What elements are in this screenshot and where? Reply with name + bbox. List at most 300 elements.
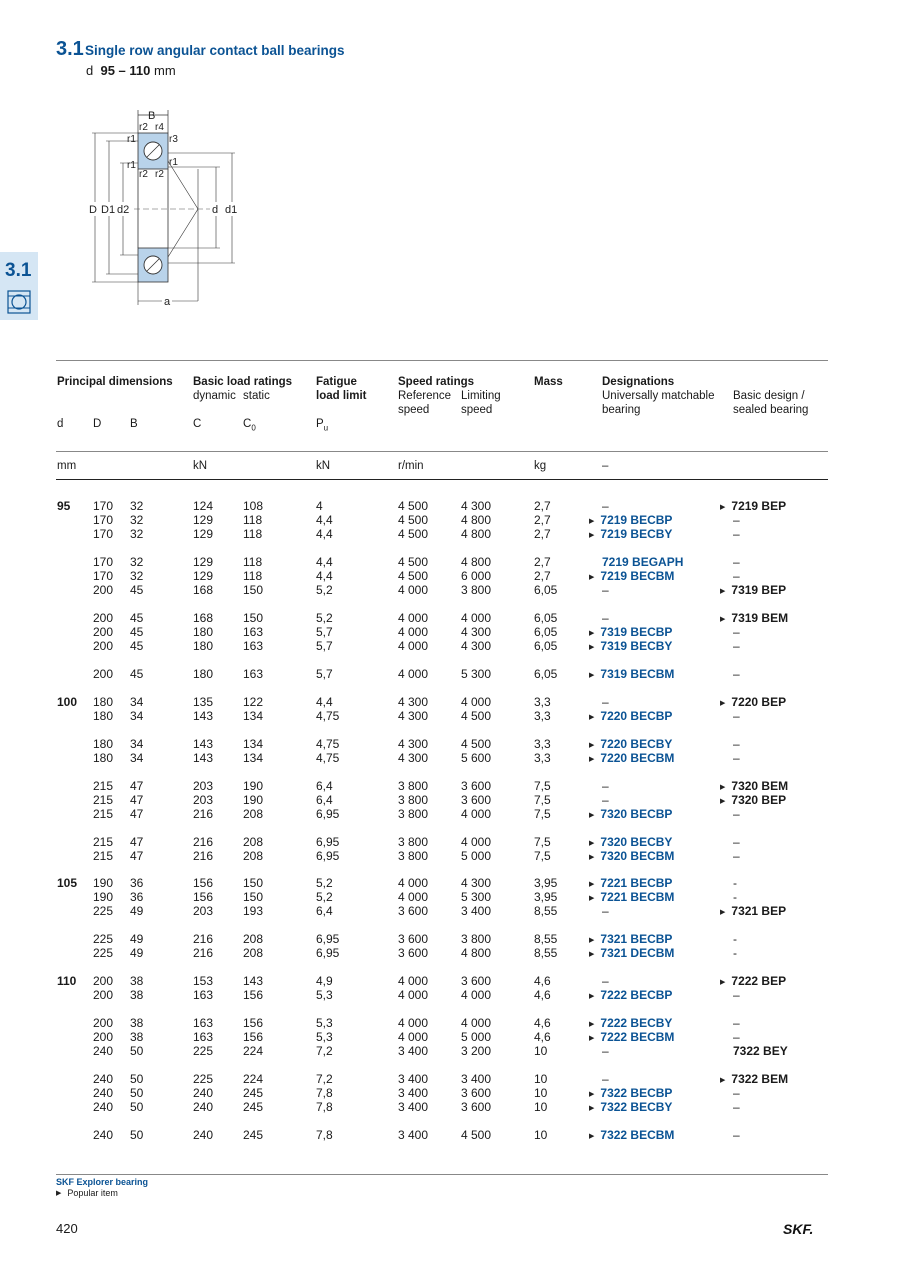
label-r2-top: r2 xyxy=(139,122,148,133)
universal-designation-text: 7222 BECBY xyxy=(600,1016,673,1030)
cell-basic-designation xyxy=(733,1016,740,1030)
cell-B: 38 xyxy=(130,988,144,1002)
cell-C: 135 xyxy=(193,695,214,709)
cell-C: 240 xyxy=(193,1128,214,1142)
cell-B: 47 xyxy=(130,779,144,793)
cell-reference-speed: 3 800 xyxy=(398,835,429,849)
cell-mass: 10 xyxy=(534,1100,548,1114)
cell-basic-designation xyxy=(733,988,740,1002)
basic-designation-text: – xyxy=(733,807,740,821)
basic-designation-text: – xyxy=(733,1086,740,1100)
cell-universal-designation xyxy=(589,849,674,866)
cell-Pu: 7,2 xyxy=(316,1044,333,1058)
universal-designation-text: 7221 BECBM xyxy=(600,890,675,904)
basic-designation-text: – xyxy=(733,527,740,541)
cell-reference-speed: 3 400 xyxy=(398,1072,429,1086)
cell-C0: 150 xyxy=(243,583,264,597)
cell-reference-speed: 3 800 xyxy=(398,849,429,863)
cell-C0: 245 xyxy=(243,1086,264,1100)
cell-Pu: 6,4 xyxy=(316,779,333,793)
page-number: 420 xyxy=(56,1221,78,1236)
cell-limiting-speed: 3 600 xyxy=(461,974,492,988)
cell-limiting-speed: 4 500 xyxy=(461,737,492,751)
cell-limiting-speed: 3 200 xyxy=(461,1044,492,1058)
cell-reference-speed: 4 000 xyxy=(398,988,429,1002)
cell-limiting-speed: 4 000 xyxy=(461,807,492,821)
cell-D: 240 xyxy=(93,1128,114,1142)
footnote-explorer: SKF Explorer bearing xyxy=(56,1177,149,1187)
cell-basic-designation xyxy=(720,1072,788,1089)
basic-designation-text: - xyxy=(733,890,737,904)
cell-B: 45 xyxy=(130,625,144,639)
popular-marker-icon: ▶ xyxy=(720,588,726,595)
cell-C: 129 xyxy=(193,569,214,583)
cell-mass: 7,5 xyxy=(534,835,551,849)
cell-C: 129 xyxy=(193,513,214,527)
cell-mass: 7,5 xyxy=(534,793,551,807)
cell-D: 180 xyxy=(93,709,114,723)
section-title: Single row angular contact ball bearings xyxy=(85,43,345,58)
cell-basic-designation xyxy=(720,904,786,921)
cell-mass: 4,6 xyxy=(534,974,551,988)
section-number: 3.1 xyxy=(56,38,84,60)
unit-dash: – xyxy=(602,460,609,472)
basic-designation-text: 7320 BEM xyxy=(731,779,789,793)
section-subtitle xyxy=(86,63,176,78)
cell-B: 38 xyxy=(130,1016,144,1030)
cell-basic-designation xyxy=(733,807,740,821)
popular-marker-icon: ▶ xyxy=(589,1035,595,1042)
cell-basic-designation xyxy=(733,555,740,569)
cell-mass: 6,05 xyxy=(534,611,558,625)
popular-marker-icon: ▶ xyxy=(589,1091,595,1098)
popular-marker-icon: ▶ xyxy=(720,784,726,791)
cell-basic-designation xyxy=(733,835,740,849)
cell-limiting-speed: 4 300 xyxy=(461,876,492,890)
cell-limiting-speed: 4 000 xyxy=(461,835,492,849)
basic-designation-text: – xyxy=(733,751,740,765)
popular-marker-icon: ▶ xyxy=(56,1190,62,1197)
header-reference-speed: speed xyxy=(398,404,430,416)
cell-C0: 163 xyxy=(243,639,264,653)
popular-marker-icon: ▶ xyxy=(589,742,595,749)
cell-Pu: 5,7 xyxy=(316,639,333,653)
cell-Pu: 4,75 xyxy=(316,751,340,765)
popular-marker-icon: ▶ xyxy=(589,630,595,637)
symbol-C0: $C_0$ xyxy=(243,418,256,433)
symbol-C: C xyxy=(193,418,202,430)
cell-basic-designation xyxy=(733,709,740,723)
cell-C: 180 xyxy=(193,667,214,681)
table-units-rule xyxy=(56,479,828,480)
label-d1: d1 xyxy=(225,204,238,216)
cell-Pu: 5,3 xyxy=(316,1030,333,1044)
cell-reference-speed: 3 400 xyxy=(398,1100,429,1114)
cell-C: 143 xyxy=(193,737,214,751)
basic-designation-text: – xyxy=(733,835,740,849)
popular-marker-icon: ▶ xyxy=(589,714,595,721)
cell-limiting-speed: 3 800 xyxy=(461,583,492,597)
cell-universal-designation xyxy=(602,974,609,988)
basic-designation-text: – xyxy=(733,555,740,569)
cell-D: 215 xyxy=(93,793,114,807)
cell-universal-designation xyxy=(602,555,683,569)
popular-marker-icon: ▶ xyxy=(720,798,726,805)
cell-Pu: 4,9 xyxy=(316,974,333,988)
cell-universal-designation xyxy=(602,1044,609,1058)
cell-C0: 143 xyxy=(243,974,264,988)
basic-designation-text: 7319 BEP xyxy=(731,583,787,597)
cell-mass: 2,7 xyxy=(534,555,551,569)
label-d: d xyxy=(212,204,219,216)
cell-C0: 156 xyxy=(243,1016,264,1030)
cell-Pu: 5,3 xyxy=(316,988,333,1002)
cell-mass: 3,3 xyxy=(534,737,551,751)
cell-B: 49 xyxy=(130,946,144,960)
cell-C0: 118 xyxy=(243,527,263,541)
cell-mass: 3,95 xyxy=(534,890,558,904)
cell-C0: 150 xyxy=(243,611,264,625)
cell-D: 240 xyxy=(93,1100,114,1114)
cell-reference-speed: 4 300 xyxy=(398,709,429,723)
cell-D: 225 xyxy=(93,932,114,946)
cell-B: 32 xyxy=(130,499,144,513)
cell-reference-speed: 4 500 xyxy=(398,569,429,583)
popular-marker-icon: ▶ xyxy=(589,518,595,525)
cell-universal-designation xyxy=(602,779,609,793)
cell-limiting-speed: 5 000 xyxy=(461,1030,492,1044)
cell-Pu: 5,7 xyxy=(316,667,333,681)
cell-C0: 156 xyxy=(243,988,264,1002)
popular-marker-icon: ▶ xyxy=(589,993,595,1000)
cell-limiting-speed: 4 000 xyxy=(461,611,492,625)
cell-D: 190 xyxy=(93,876,114,890)
cell-limiting-speed: 3 400 xyxy=(461,1072,492,1086)
cell-C0: 224 xyxy=(243,1072,264,1086)
cell-D: 170 xyxy=(93,569,114,583)
cell-basic-designation xyxy=(733,1044,788,1058)
header-load-limit: load limit xyxy=(316,390,367,402)
cell-reference-speed: 3 800 xyxy=(398,807,429,821)
subtitle-prefix: d xyxy=(86,63,94,78)
cell-C: 203 xyxy=(193,904,214,918)
cell-limiting-speed: 4 300 xyxy=(461,639,492,653)
popular-marker-icon: ▶ xyxy=(589,937,595,944)
universal-designation-text: 7222 BECBP xyxy=(600,988,673,1002)
cell-universal-designation xyxy=(589,1128,674,1145)
cell-B: 34 xyxy=(130,737,144,751)
basic-designation-text: – xyxy=(733,625,740,639)
unit-kN-load: kN xyxy=(193,460,208,472)
header-reference: Reference xyxy=(398,390,452,402)
unit-mm: mm xyxy=(57,460,77,472)
cell-Pu: 7,2 xyxy=(316,1072,333,1086)
cell-universal-designation xyxy=(602,499,609,513)
universal-designation-text: 7220 BECBP xyxy=(600,709,673,723)
cell-basic-designation xyxy=(733,639,740,653)
cell-B: 49 xyxy=(130,932,144,946)
cell-reference-speed: 4 500 xyxy=(398,527,429,541)
popular-marker-icon: ▶ xyxy=(720,504,726,511)
cell-reference-speed: 3 600 xyxy=(398,932,429,946)
cell-D: 190 xyxy=(93,890,114,904)
cell-limiting-speed: 5 300 xyxy=(461,667,492,681)
cell-d: 105 xyxy=(57,876,78,890)
symbol-d: d xyxy=(57,418,64,430)
popular-marker-icon: ▶ xyxy=(589,644,595,651)
cell-reference-speed: 3 400 xyxy=(398,1128,429,1142)
cell-Pu: 5,2 xyxy=(316,876,333,890)
header-basic-design: Basic design / xyxy=(733,390,805,402)
label-r1-right: r1 xyxy=(169,157,178,168)
universal-designation-text: 7321 DECBM xyxy=(600,946,675,960)
basic-designation-text: – xyxy=(733,639,740,653)
header-speed-ratings: Speed ratings xyxy=(398,376,475,388)
popular-marker-icon: ▶ xyxy=(589,951,595,958)
cell-D: 225 xyxy=(93,946,114,960)
cell-C: 156 xyxy=(193,876,214,890)
popular-marker-icon: ▶ xyxy=(720,909,726,916)
cell-reference-speed: 4 000 xyxy=(398,667,429,681)
universal-designation-text: 7219 BECBY xyxy=(600,527,673,541)
basic-designation-text: – xyxy=(733,1016,740,1030)
cell-basic-designation xyxy=(733,890,737,904)
cell-universal-designation xyxy=(589,988,672,1005)
cell-basic-designation xyxy=(733,625,740,639)
cell-basic-designation xyxy=(733,527,740,541)
cell-mass: 4,6 xyxy=(534,988,551,1002)
cell-reference-speed: 4 000 xyxy=(398,583,429,597)
universal-designation-text: 7219 BEGAPH xyxy=(602,555,684,569)
cell-mass: 10 xyxy=(534,1086,548,1100)
cell-basic-designation xyxy=(720,499,786,516)
cell-D: 200 xyxy=(93,667,114,681)
cell-D: 240 xyxy=(93,1086,114,1100)
cell-C0: 208 xyxy=(243,835,264,849)
subtitle-unit: mm xyxy=(153,63,176,78)
basic-designation-text: 7219 BEP xyxy=(731,499,787,513)
cell-B: 45 xyxy=(130,667,144,681)
cell-C0: 134 xyxy=(243,751,264,765)
cell-B: 50 xyxy=(130,1100,144,1114)
cell-D: 240 xyxy=(93,1044,114,1058)
cell-mass: 3,3 xyxy=(534,695,551,709)
cell-C0: 208 xyxy=(243,849,264,863)
cell-D: 170 xyxy=(93,555,114,569)
cell-C: 163 xyxy=(193,988,214,1002)
universal-designation-text: – xyxy=(602,611,609,625)
label-D: D xyxy=(89,204,97,216)
label-r2-bottom-left: r2 xyxy=(139,169,148,180)
cell-limiting-speed: 5 600 xyxy=(461,751,492,765)
cell-mass: 2,7 xyxy=(534,499,551,513)
cell-B: 50 xyxy=(130,1086,144,1100)
cell-Pu: 6,95 xyxy=(316,807,340,821)
cell-limiting-speed: 5 300 xyxy=(461,890,492,904)
cell-reference-speed: 4 300 xyxy=(398,695,429,709)
cell-D: 170 xyxy=(93,499,114,513)
cell-Pu: 5,2 xyxy=(316,611,333,625)
cell-C0: 118 xyxy=(243,513,263,527)
header-fatigue: Fatigue xyxy=(316,376,357,388)
cell-limiting-speed: 4 800 xyxy=(461,527,492,541)
cell-D: 200 xyxy=(93,1016,114,1030)
cell-Pu: 6,95 xyxy=(316,946,340,960)
universal-designation-text: – xyxy=(602,1072,609,1086)
universal-designation-text: 7319 BECBY xyxy=(600,639,673,653)
cell-basic-designation xyxy=(733,737,740,751)
cell-reference-speed: 3 800 xyxy=(398,793,429,807)
cell-D: 170 xyxy=(93,513,114,527)
universal-designation-text: 7322 BECBM xyxy=(600,1128,675,1142)
cell-basic-designation xyxy=(720,793,786,810)
cell-mass: 7,5 xyxy=(534,779,551,793)
cell-D: 200 xyxy=(93,625,114,639)
cell-mass: 6,05 xyxy=(534,625,558,639)
cell-limiting-speed: 4 800 xyxy=(461,555,492,569)
cell-reference-speed: 4 300 xyxy=(398,751,429,765)
cell-B: 36 xyxy=(130,890,144,904)
cell-C: 180 xyxy=(193,639,214,653)
cell-limiting-speed: 3 400 xyxy=(461,904,492,918)
basic-designation-text: – xyxy=(733,667,740,681)
cell-universal-designation xyxy=(589,807,672,824)
cell-C: 203 xyxy=(193,793,214,807)
cell-B: 38 xyxy=(130,1030,144,1044)
cell-Pu: 4,4 xyxy=(316,569,333,583)
cell-mass: 3,3 xyxy=(534,751,551,765)
popular-marker-icon: ▶ xyxy=(589,881,595,888)
cell-C0: 208 xyxy=(243,807,264,821)
basic-designation-text: – xyxy=(733,849,740,863)
cell-C: 143 xyxy=(193,751,214,765)
cell-B: 45 xyxy=(130,611,144,625)
cell-B: 50 xyxy=(130,1072,144,1086)
universal-designation-text: – xyxy=(602,499,609,513)
cell-basic-designation xyxy=(733,932,737,946)
universal-designation-text: 7222 BECBM xyxy=(600,1030,675,1044)
cell-B: 38 xyxy=(130,974,144,988)
cell-reference-speed: 4 000 xyxy=(398,639,429,653)
cell-C: 216 xyxy=(193,849,214,863)
basic-designation-text: – xyxy=(733,1030,740,1044)
cell-B: 47 xyxy=(130,849,144,863)
universal-designation-text: 7320 BECBM xyxy=(600,849,675,863)
label-B: B xyxy=(148,110,156,122)
table-bottom-rule xyxy=(56,1174,828,1175)
cell-reference-speed: 4 000 xyxy=(398,1030,429,1044)
symbol-Pu: $P_u$ xyxy=(316,418,329,433)
cell-D: 215 xyxy=(93,807,114,821)
popular-marker-icon: ▶ xyxy=(589,672,595,679)
cell-B: 32 xyxy=(130,555,144,569)
cell-mass: 2,7 xyxy=(534,513,551,527)
cell-mass: 7,5 xyxy=(534,807,551,821)
header-static: static xyxy=(243,390,270,402)
universal-designation-text: – xyxy=(602,1044,609,1058)
popular-marker-icon: ▶ xyxy=(589,895,595,902)
popular-marker-icon: ▶ xyxy=(589,532,595,539)
cell-Pu: 4,75 xyxy=(316,737,340,751)
unit-rmin: r/min xyxy=(398,460,424,472)
basic-designation-text: – xyxy=(733,709,740,723)
cell-limiting-speed: 4 500 xyxy=(461,1128,492,1142)
cell-limiting-speed: 3 600 xyxy=(461,793,492,807)
symbol-D: D xyxy=(93,418,102,430)
cell-Pu: 5,7 xyxy=(316,625,333,639)
cell-B: 45 xyxy=(130,583,144,597)
cell-d: 110 xyxy=(57,974,77,988)
cell-basic-designation xyxy=(733,751,740,765)
universal-designation-text: 7219 BECBM xyxy=(600,569,675,583)
cell-Pu: 6,4 xyxy=(316,904,333,918)
cell-reference-speed: 4 500 xyxy=(398,555,429,569)
header-bearing: bearing xyxy=(602,404,641,416)
cell-mass: 4,6 xyxy=(534,1016,551,1030)
cell-mass: 4,6 xyxy=(534,1030,551,1044)
universal-designation-text: 7219 BECBP xyxy=(600,513,673,527)
cell-basic-designation xyxy=(720,583,786,600)
cell-basic-designation xyxy=(733,667,740,681)
cell-mass: 2,7 xyxy=(534,527,551,541)
universal-designation-text: 7322 BECBY xyxy=(600,1100,673,1114)
cell-limiting-speed: 4 000 xyxy=(461,988,492,1002)
popular-marker-icon: ▶ xyxy=(589,756,595,763)
cell-Pu: 4,75 xyxy=(316,709,340,723)
cell-D: 200 xyxy=(93,988,114,1002)
universal-designation-text: 7220 BECBM xyxy=(600,751,675,765)
cell-C0: 190 xyxy=(243,779,264,793)
label-r2-bottom-right: r2 xyxy=(155,169,164,180)
cell-C: 240 xyxy=(193,1086,214,1100)
cell-basic-designation xyxy=(720,611,788,628)
cell-reference-speed: 3 600 xyxy=(398,904,429,918)
cell-B: 36 xyxy=(130,876,144,890)
cell-reference-speed: 4 000 xyxy=(398,974,429,988)
label-r1-left: r1 xyxy=(127,160,136,171)
cell-limiting-speed: 4 800 xyxy=(461,946,492,960)
cell-universal-designation xyxy=(602,695,609,709)
popular-marker-icon: ▶ xyxy=(720,1077,726,1084)
label-r3: r3 xyxy=(169,134,178,145)
universal-designation-text: 7220 BECBY xyxy=(600,737,673,751)
cell-Pu: 4,4 xyxy=(316,555,333,569)
header-principal-dimensions: Principal dimensions xyxy=(57,376,173,388)
cell-Pu: 4,4 xyxy=(316,695,333,709)
cell-limiting-speed: 4 500 xyxy=(461,709,492,723)
header-universally-matchable: Universally matchable xyxy=(602,390,715,402)
cell-D: 225 xyxy=(93,904,114,918)
cell-mass: 8,55 xyxy=(534,946,558,960)
cell-D: 240 xyxy=(93,1072,114,1086)
cell-universal-designation xyxy=(589,639,672,656)
cell-D: 180 xyxy=(93,751,114,765)
header-dynamic: dynamic xyxy=(193,390,236,402)
cell-B: 32 xyxy=(130,513,144,527)
cell-reference-speed: 4 000 xyxy=(398,1016,429,1030)
cell-mass: 3,3 xyxy=(534,709,551,723)
universal-designation-text: 7221 BECBP xyxy=(600,876,673,890)
basic-designation-text: 7222 BEP xyxy=(731,974,787,988)
cell-Pu: 4 xyxy=(316,499,323,513)
cell-C: 240 xyxy=(193,1100,214,1114)
cell-reference-speed: 4 300 xyxy=(398,737,429,751)
cell-D: 170 xyxy=(93,527,114,541)
label-d2: d2 xyxy=(117,204,130,216)
basic-designation-text: – xyxy=(733,737,740,751)
cell-C0: 118 xyxy=(243,555,263,569)
cell-Pu: 7,8 xyxy=(316,1128,333,1142)
